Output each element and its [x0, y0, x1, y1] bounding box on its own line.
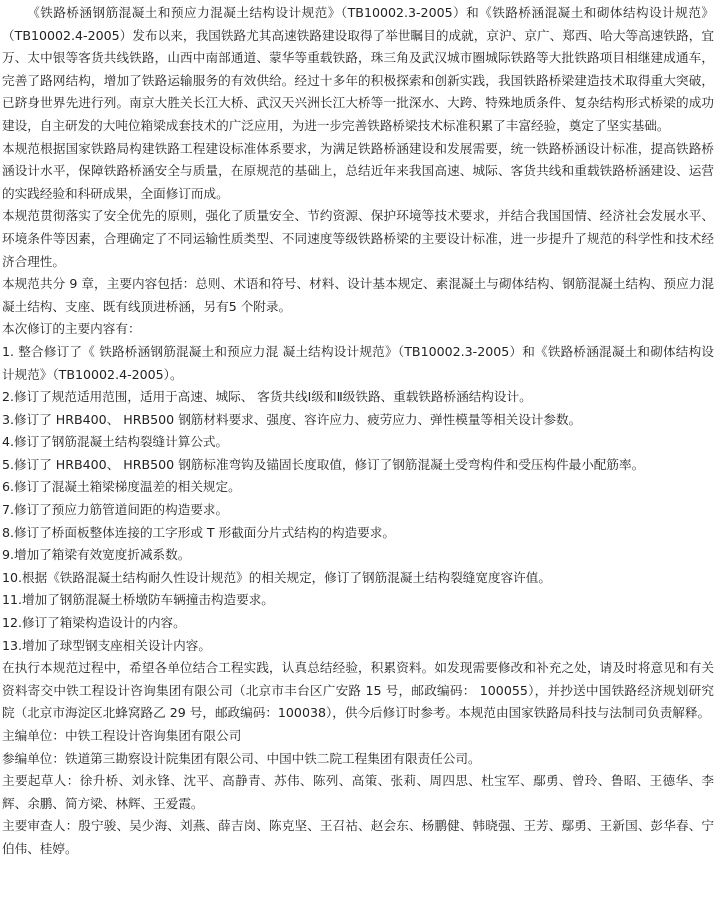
change-item-2: 2.修订了规范适用范围，适用于高速、城际、 客货共线Ⅰ级和Ⅱ级铁路、重载铁路桥涵结构设计。 — [2, 389, 532, 405]
intro-paragraph: 《铁路桥涵钢筋混凝土和预应力混凝土结构设计规范》（TB10002.3-2005）和《铁路桥涵混凝土和砌体结构设计规范》（TB10002.4-2005）发布以来，我国铁路尤其高速铁路建设取得了举世瞩目的成就，京沪、京广、郑西、哈大等高速铁路，宜万、太中银等客货共线铁路，山西中南部通道、蒙华等重载铁路，珠三角及武汉城市圈城际铁路等大批铁路项目相继建成通车，完善了路网结构，增加了铁路运输服务的有效供给。经过十多年的积极探索和创新实践，我国铁路桥梁建造技术取得重大突破，已跻身世界先进行列。南京大胜关长江大桥、武汉天兴洲长江大桥等一批深水、大跨、特殊地质条件、复杂结构形式桥梁的成功建设，自主研发的大吨位箱梁成套技术的广泛应用，为进一步完善铁路桥梁技术标准积累了丰富经验，奠定了坚实基础。 — [2, 5, 714, 133]
change-item-4: 4.修订了钢筋混凝土结构裂缝计算公式。 — [2, 434, 229, 450]
changes-heading: 本次修订的主要内容有： — [2, 321, 141, 337]
change-item-3: 3.修订了 HRB400、 HRB500 钢筋材料要求、强度、容许应力、疲劳应力、弹性模量等相关设计参数。 — [2, 411, 582, 427]
change-item-5: 5.修订了 HRB400、 HRB500 钢筋标准弯钩及锚固长度取值，修订了钢筋混凝土受弯构件和受压构件最小配筋率。 — [2, 456, 645, 472]
change-item-9: 9.增加了箱梁有效宽度折减系数。 — [2, 547, 191, 563]
change-item-7: 7.修订了预应力筋管道间距的构造要求。 — [2, 502, 229, 518]
main-drafters: 主要起草人：徐升桥、刘永锋、沈平、高静青、苏伟、陈列、高策、张莉、周四思、杜宝军、鄢勇、曾玲、鲁昭、王德华、李辉、余鹏、简方梁、林辉、王爱霞。 — [2, 773, 714, 811]
change-item-1: 1. 整合修订了《 铁路桥涵钢筋混凝土和预应力混 凝土结构设计规范》（TB10002.3-2005）和《铁路桥涵混凝土和砌体结构设计规范》（TB10002.4-2005）。 — [2, 343, 714, 382]
participating-units: 参编单位：铁道第三勘察设计院集团有限公司、中国中铁二院工程集团有限责任公司。 — [2, 750, 481, 766]
purpose-paragraph: 本规范根据国家铁路局构建铁路工程建设标准体系要求，为满足铁路桥涵建设和发展需要，统一铁路桥涵设计标准，提高铁路桥涵设计水平，保障铁路桥涵安全与质量，在原规范的基础上，总结近年来我国高速、城际、客货共线和重载铁路桥涵建设、运营的实践经验和科研成果，全面修订而成。 — [2, 140, 714, 201]
principles-paragraph: 本规范贯彻落实了安全优先的原则，强化了质量安全、节约资源、保护环境等技术要求，并结合我国国情、经济社会发展水平、环境条件等因素，合理确定了不同运输性质类型、不同速度等级铁路桥梁的主要设计标准，进一步提升了规范的科学性和技术经济合理性。 — [2, 208, 714, 269]
chief-unit: 主编单位：中铁工程设计咨询集团有限公司 — [2, 728, 242, 743]
change-item-6: 6.修订了混凝土箱梁梯度温差的相关规定。 — [2, 479, 241, 495]
change-item-12: 12.修订了箱梁构造设计的内容。 — [2, 615, 186, 631]
change-item-10: 10.根据《铁路混凝土结构耐久性设计规范》的相关规定，修订了钢筋混凝土结构裂缝宽度容许值。 — [2, 569, 551, 585]
main-reviewers: 主要审查人：殷宁骏、吴少海、刘燕、薛吉岗、陈克坚、王召祜、赵会东、杨鹏健、韩晓强、王芳、鄢勇、王新国、彭华春、宁伯伟、桂婷。 — [2, 818, 714, 856]
change-item-8: 8.修订了桥面板整体连接的工字形或 T 形截面分片式结构的构造要求。 — [2, 524, 395, 540]
feedback-paragraph: 在执行本规范过程中，希望各单位结合工程实践，认真总结经验，积累资料。如发现需要修改和补充之处，请及时将意见和有关资料寄交中铁工程设计咨询集团有限公司（北京市丰台区广安路 15 号，邮政编码： 100055），并抄送中国铁路经济规划研究院（北京市海淀区北蜂窝路乙 29 号，邮政编码：100038），供今后修订时参考。本规范由国家铁路局科技与法制司负责解释。 — [2, 660, 714, 721]
change-item-11: 11.增加了钢筋混凝土桥墩防车辆撞击构造要求。 — [2, 592, 274, 608]
change-item-13: 13.增加了球型钢支座相关设计内容。 — [2, 637, 211, 653]
structure-paragraph: 本规范共分 9 章，主要内容包括：总则、术语和符号、材料、设计基本规定、素混凝土与砌体结构、钢筋混凝土结构、预应力混凝土结构、支座、既有线顶进桥涵，另有5 个附录。 — [2, 276, 714, 314]
